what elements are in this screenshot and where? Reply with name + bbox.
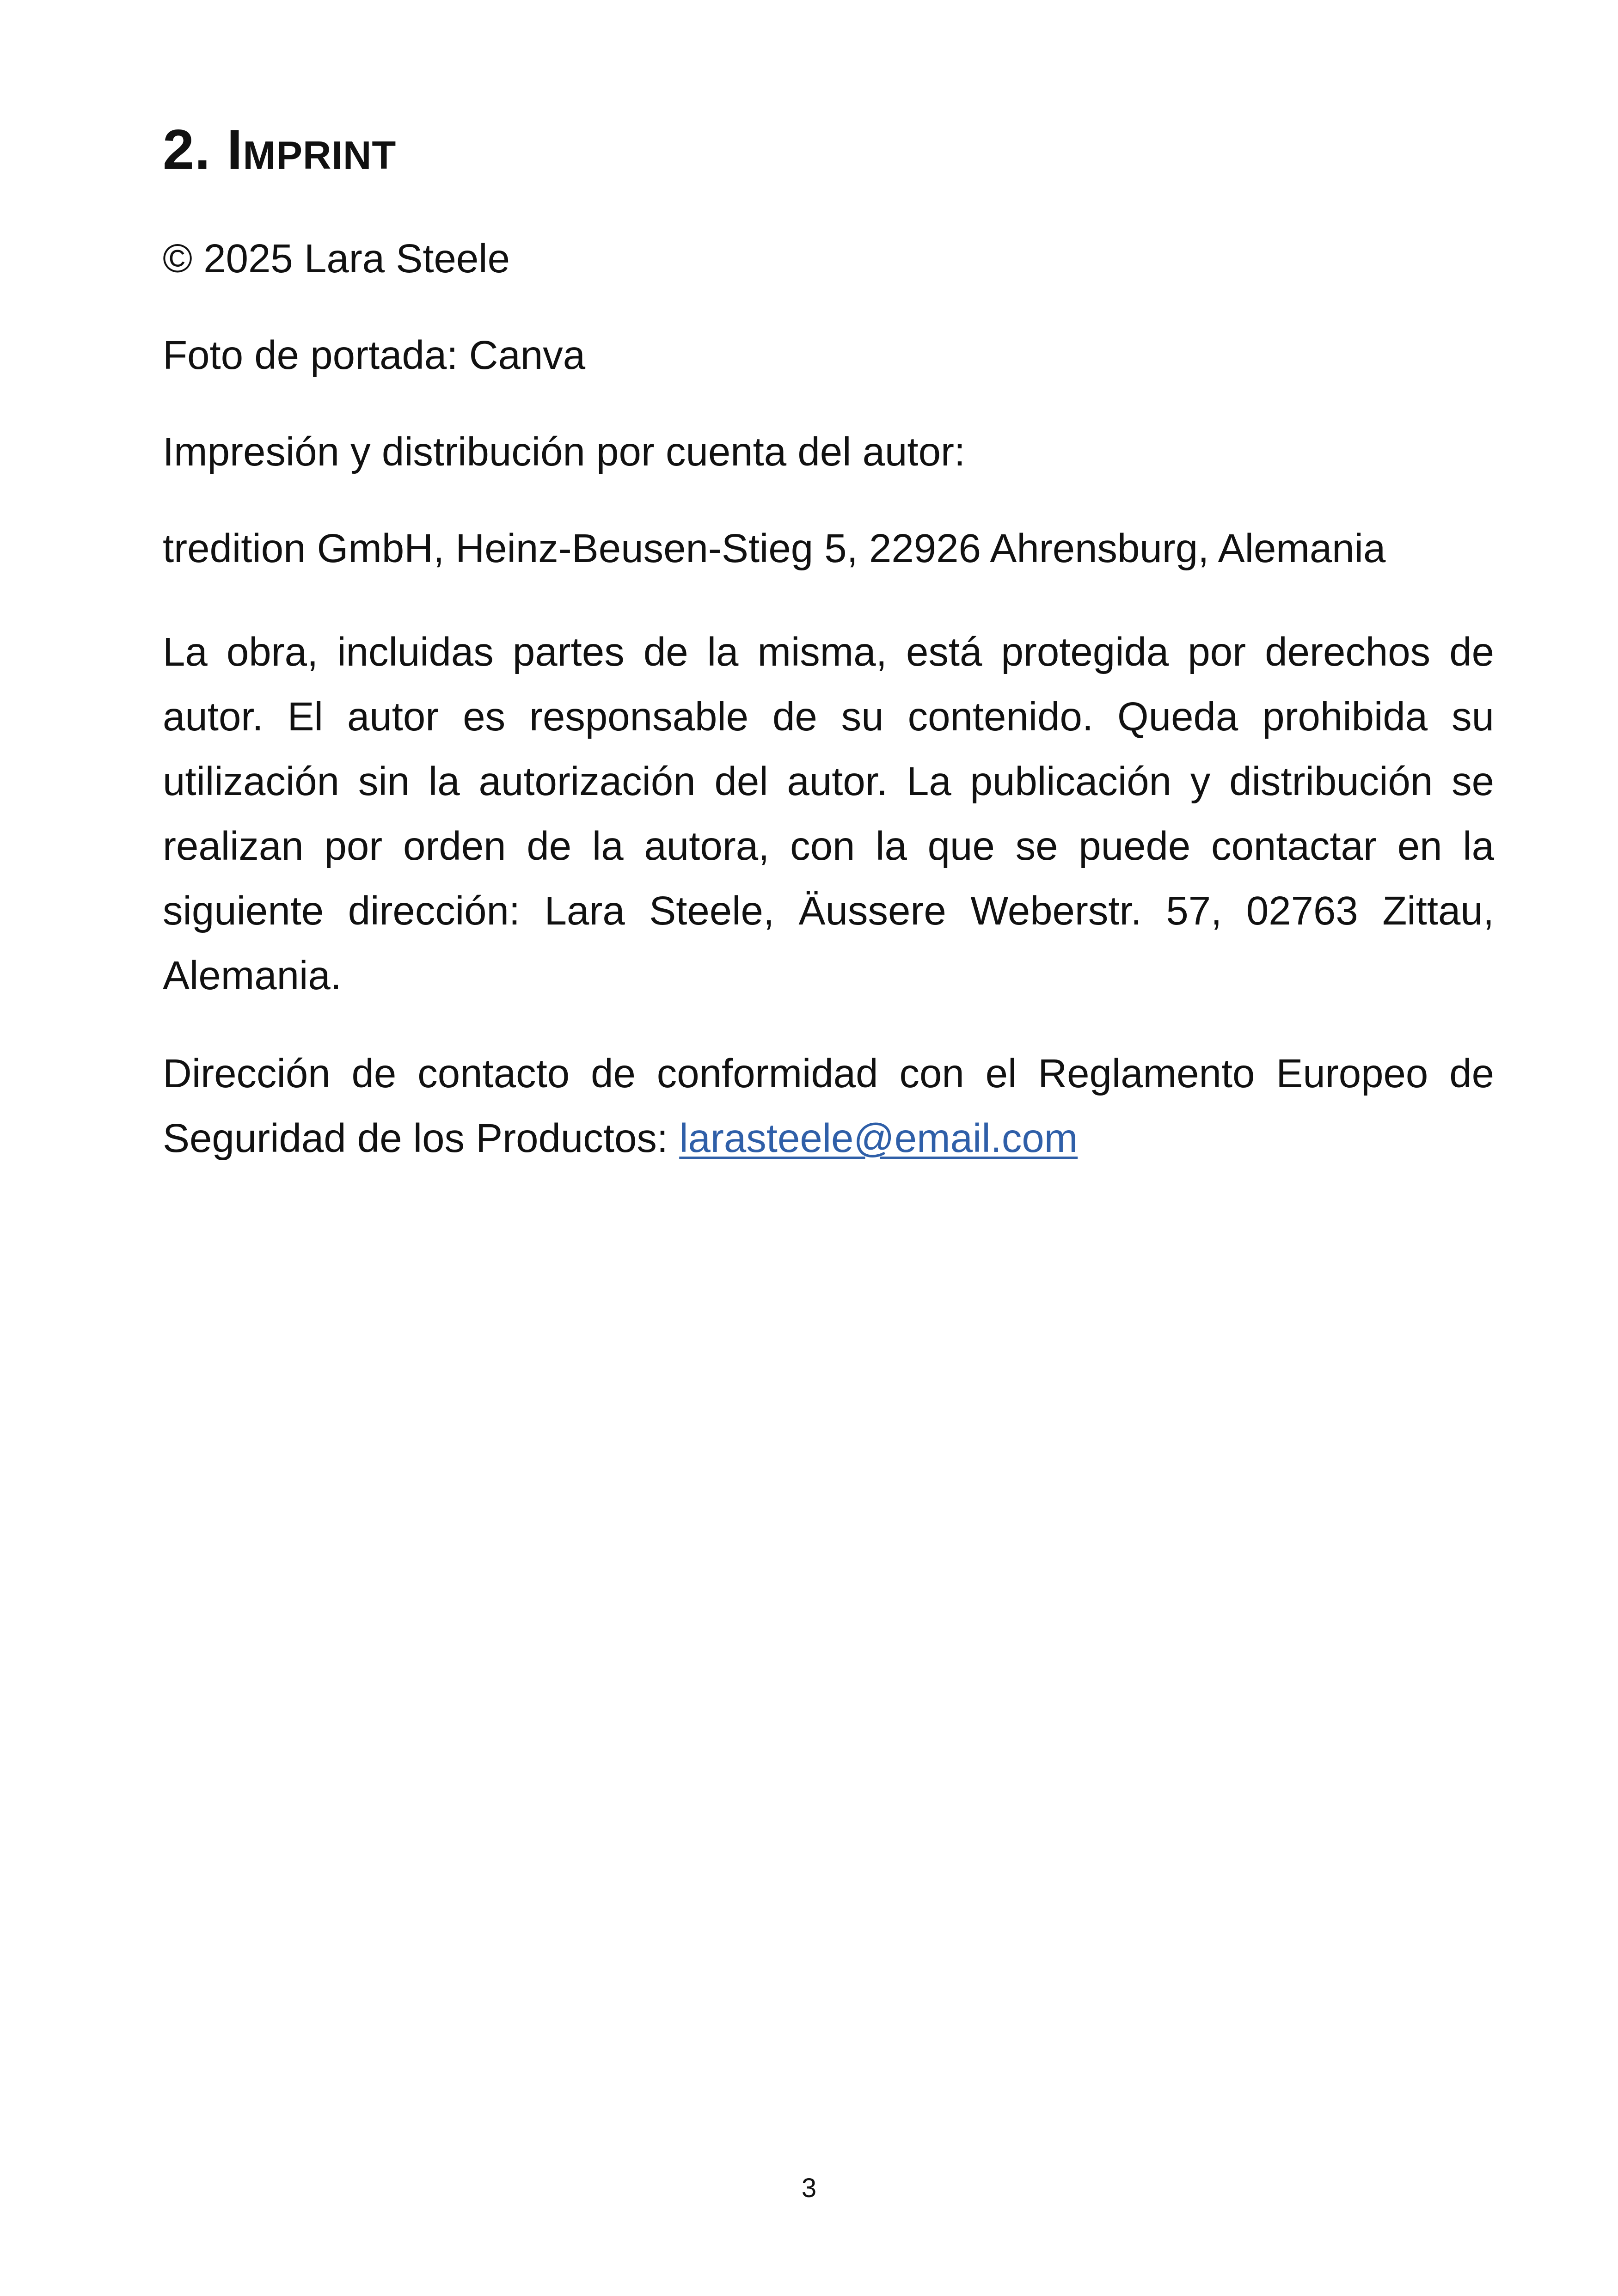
contact-email-link[interactable]: larasteele@email.com xyxy=(679,1116,1078,1161)
document-page xyxy=(163,116,1494,1204)
page-number: 3 xyxy=(801,2173,817,2203)
cover-photo-credit: Foto de portada: Canva xyxy=(163,333,586,378)
copyright-line: © 2025 Lara Steele xyxy=(163,236,510,282)
section-heading: 2. Imprint xyxy=(163,118,397,181)
contact-intro: Dirección de contacto de conformidad con el Reglamento Europeo de Seguridad de los Productos: xyxy=(163,1051,1494,1161)
rights-paragraph: La obra, incluidas partes de la misma, está protegida por derechos de autor. El autor es responsable de su contenido. Queda prohibida su utilización sin la autorización del autor. La publicación y distribución se realizan por orden de la autora, con la que se puede contactar en la siguiente dirección: Lara Steele, Äussere Weberstr. 57, 02763 Zittau, Alemania. xyxy=(163,630,1494,998)
printing-label: Impresión y distribución por cuenta del autor: xyxy=(163,429,966,474)
printer-address: tredition GmbH, Heinz-Beusen-Stieg 5, 22926 Ahrensburg, Alemania xyxy=(163,526,1386,571)
contact-paragraph xyxy=(163,1041,1494,1171)
